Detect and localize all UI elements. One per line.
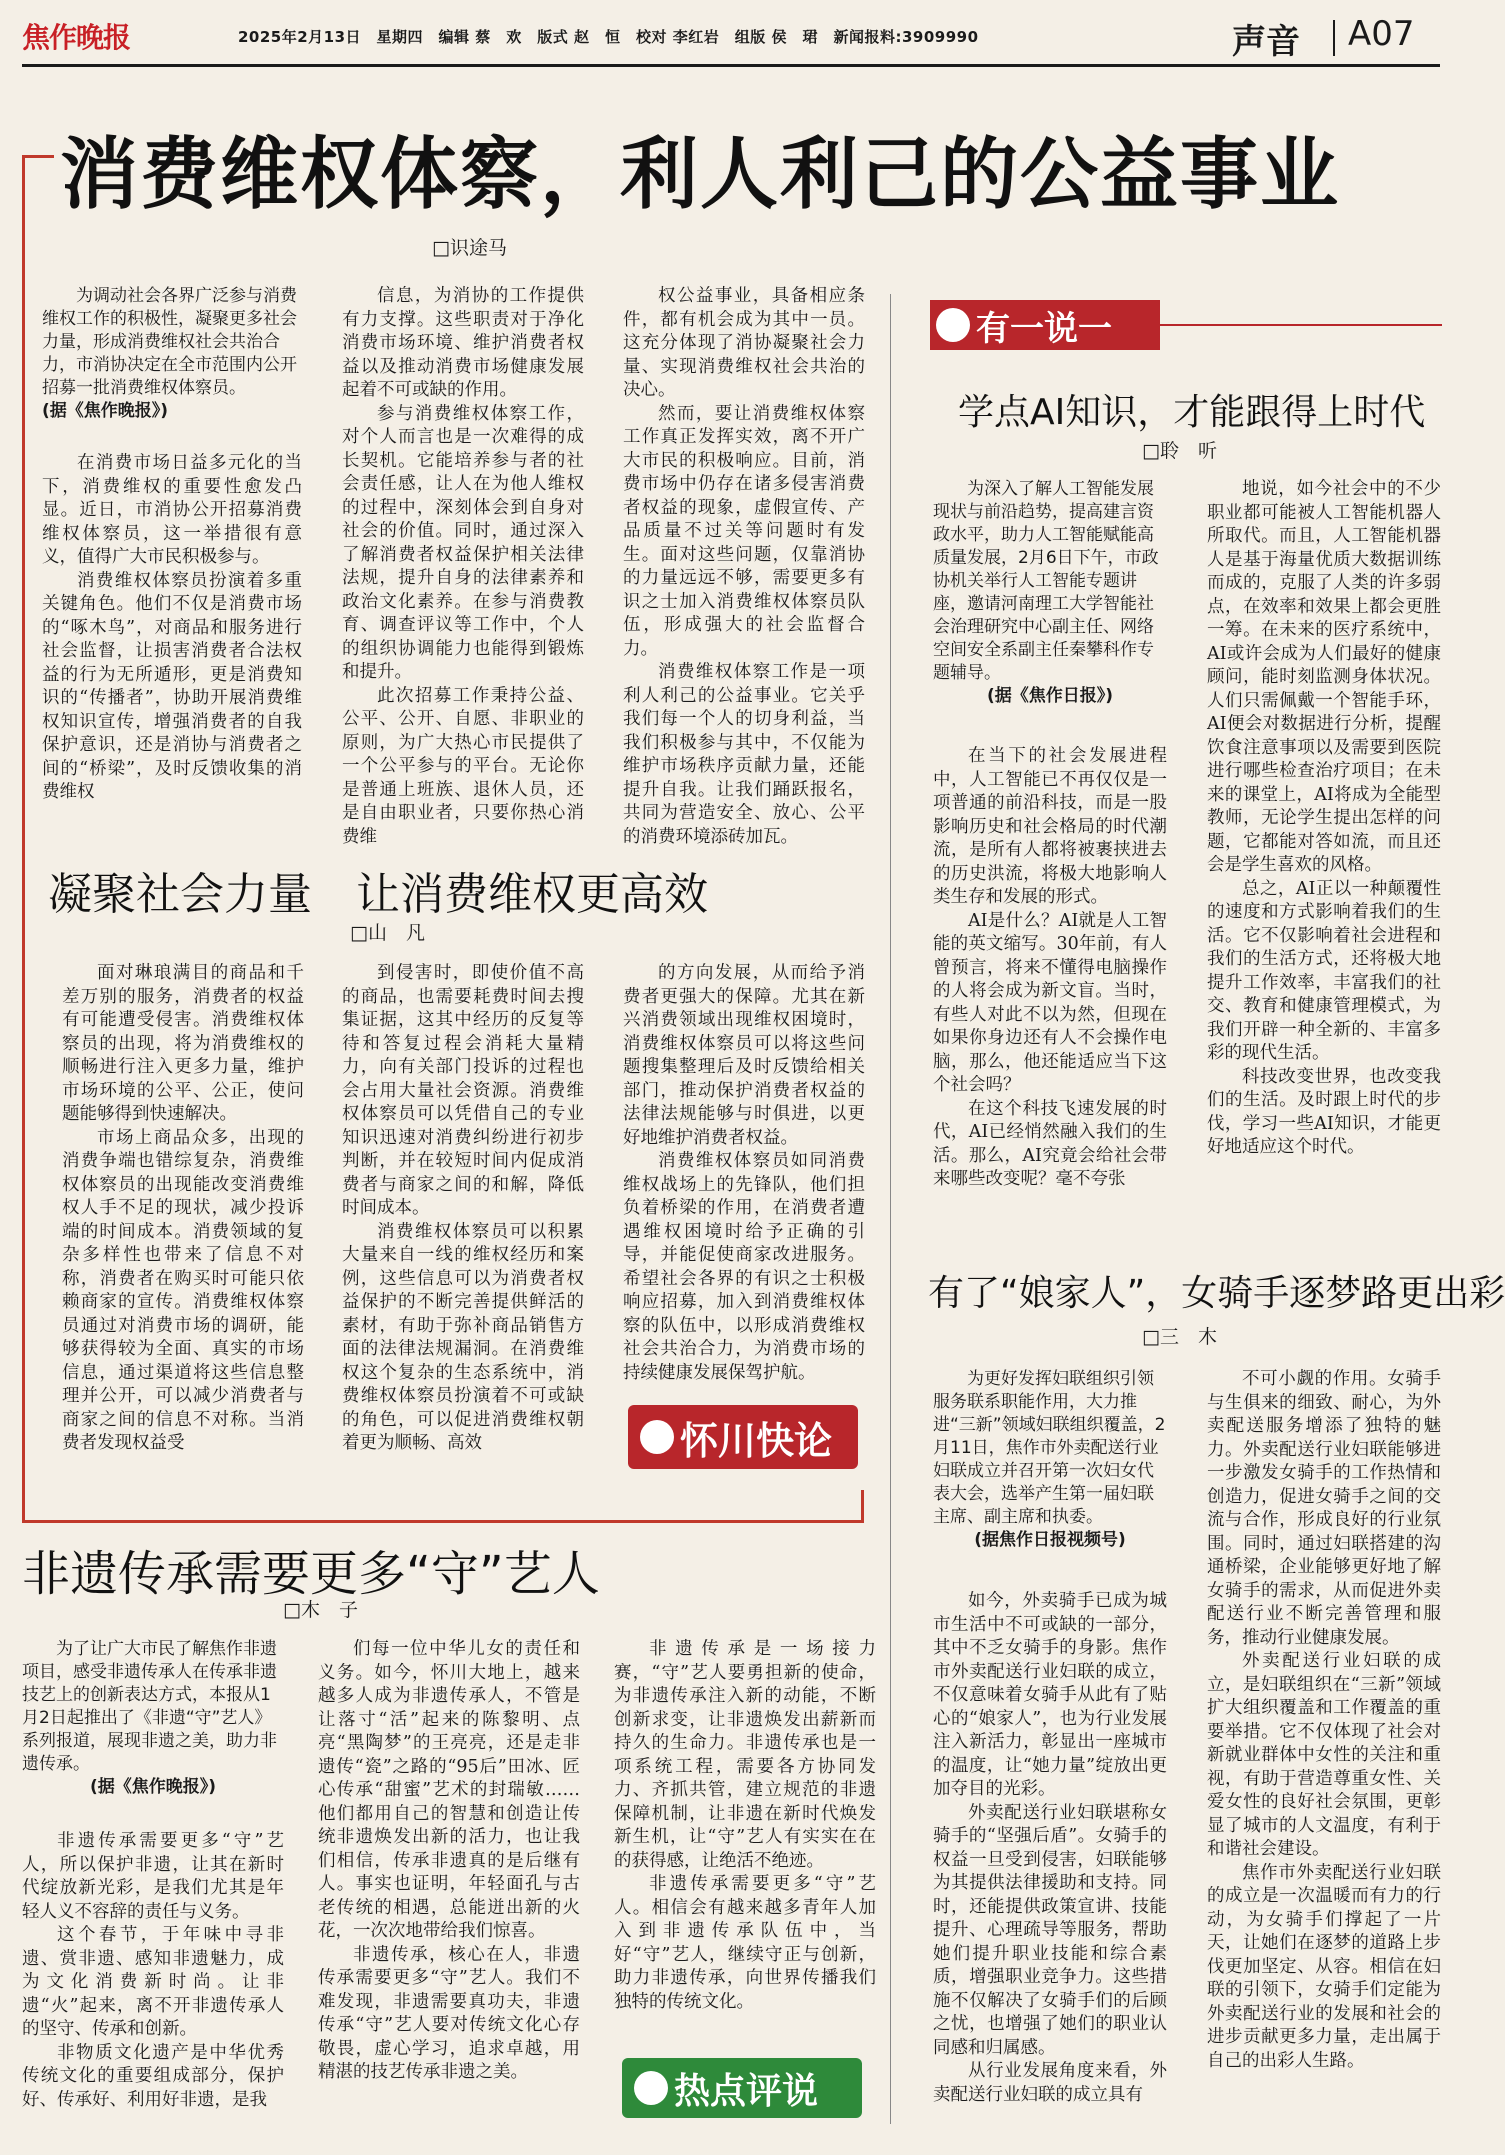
right-frame-tick bbox=[861, 1490, 864, 1523]
page-number: A07 bbox=[1348, 14, 1415, 54]
article4-col1 bbox=[933, 745, 1167, 1215]
paragraph: 从行业发展角度来看，外卖配送行业妇联的成立具有 bbox=[933, 2061, 1167, 2105]
paragraph: 市场上商品众多，出现的消费争端也错综复杂，消费维权体察员的出现能改变消费维权人手不足的现状，减少投诉端的时间成本。消费领域的复杂多样性也带来了信息不对称，消费者在购买时可能只依赖商家的宣传。消费维权体察员通过对消费市场的调研，能够获得较为全面、真实的市场信息，通过渠道将这些信息整理并公开，可以减少消费者与商家之间的信息不对称。当消费者发现权益受 bbox=[62, 1127, 304, 1453]
lead-source: (据《焦作晚报》) bbox=[42, 401, 169, 421]
top-frame-tick bbox=[22, 155, 54, 158]
lead-source: (据《焦作日报》) bbox=[986, 686, 1114, 706]
article1-col2 bbox=[342, 285, 584, 847]
newspaper-logo: 焦作晚报 bbox=[22, 21, 131, 54]
article5-title: 有了“娘家人”，女骑手逐梦路更出彩 bbox=[928, 1273, 1505, 1314]
paragraph: 科技改变世界，也改变我们的生活。及时跟上时代的步伐，学习一些AI知识，才能更好地适应这个时代。 bbox=[1207, 1066, 1441, 1157]
article4-byline: □聆 听 bbox=[1142, 440, 1217, 462]
paragraph: 这个春节，于年味中寻非遗、赏非遗、感知非遗魅力，成为文化消费新时尚。让非遗“火”起来，离不开非遗传承人的坚守、传承和创新。 bbox=[22, 1925, 284, 2039]
article3-col1 bbox=[22, 1830, 284, 2145]
paragraph: 信息，为消协的工作提供有力支撑。这些职责对于净化消费市场环境、维护消费者权益以及推动消费市场健康发展起着不可或缺的作用。 bbox=[342, 286, 584, 400]
paragraph: 到侵害时，即使价值不高的商品，也需要耗费时间去搜集证据，这其中经历的反复等待和答复过程会消耗大量精力，向有关部门投诉的过程也会占用大量社会资源。消费维权体察员可以凭借自己的专业知识迅速对消费纠纷进行初步判断，并在较短时间内促成消费者与商家之间的和解，降低时间成本。 bbox=[342, 963, 584, 1218]
article3-col2 bbox=[318, 1638, 580, 2145]
article5-col1 bbox=[933, 1590, 1167, 2145]
paragraph: 在这个科技飞速发展的时代，AI已经悄然融入我们的生活。那么，AI究竟会给社会带来哪些改变呢？毫不夸张 bbox=[933, 1098, 1167, 1189]
paragraph: 消费维权体察员可以积累大量来自一线的维权经历和案例，这些信息可以为消费者权益保护的不断完善提供鲜活的素材，有助于弥补商品销售方面的法律法规漏洞。在消费维权这个复杂的生态系统中，消费维权体察员扮演着不可或缺的角色，可以促进消费维权朝着更为顺畅、高效 bbox=[342, 1221, 584, 1453]
wifi-icon bbox=[634, 2071, 668, 2105]
lead-source: (据焦作日报视频号) bbox=[974, 1530, 1126, 1550]
column-divider bbox=[890, 294, 891, 2124]
paragraph: 非遗传承需要更多“守”艺人，所以保护非遗，让其在新时代绽放新光彩，是我们尤其是年轻人义不容辞的责任与义务。 bbox=[22, 1831, 284, 1922]
article5-col2 bbox=[1207, 1368, 1441, 2145]
article3-col3 bbox=[614, 1638, 876, 2018]
lead-text: 为调动社会各界广泛参与消费维权工作的积极性，凝聚更多社会力量，形成消费维权社会共治合力，市消协决定在全市范围内公开招募一批消费维权体察员。 bbox=[42, 286, 297, 398]
article1-byline: □识途马 bbox=[432, 237, 507, 259]
header-separator bbox=[1333, 20, 1335, 56]
lead-source: (据《焦作晚报》) bbox=[89, 1777, 217, 1797]
paragraph: 非遗传承，核心在人，非遗传承需要更多“守”艺人。我们不难发现，非遗需要真功夫，非遗传承“守”艺人要对传统文化心存敬畏，虚心学习，追求卓越，用精湛的技艺传承非遗之美。 bbox=[318, 1944, 580, 2082]
bottom-frame-line bbox=[22, 1520, 864, 1523]
stamp-label: 有一说一 bbox=[976, 308, 1112, 349]
paragraph: 非遗传承需要更多“守”艺人。相信会有越来越多青年人加入到非遗传承队伍中，当好“守”艺人，继续守正与创新，助力非遗传承，向世界传播我们独特的传统文化。 bbox=[614, 1874, 876, 2012]
bird-icon bbox=[936, 308, 970, 342]
huaichuan-stamp bbox=[628, 1405, 858, 1469]
paragraph: 非遗传承是一场接力赛，“守”艺人要勇担新的使命，为非遗传承注入新的动能，不断创新求变，让非遗焕发出薪新而持久的生命力。非遗传承也是一项系统工程，需要各方协同发力、齐抓共管，建立规范的非遗保障机制，让非遗在新时代焕发新生机，让“守”艺人有实实在在的获得感，让绝活不绝迹。 bbox=[614, 1639, 876, 1871]
article1-lead bbox=[42, 285, 302, 430]
article2-col1 bbox=[62, 962, 304, 1485]
paragraph: 外卖配送行业妇联的成立，是妇联组织在“三新”领域扩大组织覆盖和工作覆盖的重要举措。它不仅体现了社会对新就业群体中女性的关注和重视，有助于营造尊重女性、关爱女性的良好社会氛围，更彰显了城市的人文温度，有利于和谐社会建设。 bbox=[1207, 1651, 1441, 1859]
article3-title: 非遗传承需要更多“守”艺人 bbox=[22, 1546, 600, 1602]
paragraph: 此次招募工作秉持公益、公平、公开、自愿、非职业的原则，为广大热心市民提供了一个公平参与的平台。无论你是普通上班族、退休人员，还是自由职业者，只要你热心消费维 bbox=[342, 685, 584, 847]
swirl-icon bbox=[640, 1420, 674, 1454]
lead-text: 为更好发挥妇联组织引领服务联系职能作用，大力推进“三新”领域妇联组织覆盖，2月11日，焦作市外卖配送行业妇联成立并召开第一次妇女代表大会，选举产生第一届妇联主席、副主席和执委。 bbox=[933, 1369, 1166, 1527]
stamp-label: 怀川快论 bbox=[680, 1418, 833, 1463]
paragraph: 面对琳琅满目的商品和千差万别的服务，消费者的权益有可能遭受侵害。消费维权体察员的出现，将为消费维权的顺畅进行注入更多力量，维护市场环境的公平、公正，使问题能够得到快速解决。 bbox=[62, 963, 304, 1124]
stamp-rule bbox=[1160, 324, 1442, 326]
paragraph: 在当下的社会发展进程中，人工智能已不再仅仅是一项普通的前沿科技，而是一股影响历史和社会格局的时代潮流，是所有人都将被裹挟进去的历史洪流，将极大地影响人类生存和发展的形式。 bbox=[933, 746, 1167, 907]
article4-lead bbox=[933, 478, 1167, 728]
hot-comment-stamp bbox=[622, 2058, 862, 2118]
article1-col3 bbox=[623, 285, 865, 847]
paragraph: 地说，如今社会中的不少职业都可能被人工智能机器人所取代。而且，人工智能机器人是基于海量优质大数据训练而成的，克服了人类的许多弱点，在效率和效果上都会更胜一筹。在未来的医疗系统中，AI或许会成为人们最好的健康顾问，能时刻监测身体状况。人们只需佩戴一个智能手环，AI便会对数据进行分析，提醒饮食注意事项以及需要到医院进行哪些检查治疗项目；在未来的课堂上，AI将成为全能型教师，无论学生提出怎样的问题，它都能对答如流，而且还会是学生喜欢的风格。 bbox=[1207, 479, 1441, 875]
paragraph: 在消费市场日益多元化的当下，消费维权的重要性愈发凸显。近日，市消协公开招募消费维权体察员，这一举措很有意义，值得广大市民积极参与。 bbox=[42, 453, 302, 567]
paragraph: 消费维权体察员扮演着多重关键角色。他们不仅是消费市场的“啄木鸟”，对商品和服务进行社会监督，让损害消费者合法权益的行为无所遁形，更是消费知识的“传播者”，协助开展消费维权知识宣传，增强消费者的自我保护意识，还是消协与消费者之间的“桥梁”，及时反馈收集的消费维权 bbox=[42, 570, 302, 802]
article2-title: 凝聚社会力量 让消费维权更高效 bbox=[48, 869, 708, 920]
stamp-label: 热点评说 bbox=[674, 2070, 819, 2112]
article2-col3 bbox=[623, 962, 865, 1392]
paragraph: 如今，外卖骑手已成为城市生活中不可或缺的一部分，其中不乏女骑手的身影。焦作市外卖配送行业妇联的成立，不仅意味着女骑手从此有了贴心的“娘家人”，也为行业发展注入新活力，彰显出一座城市的温度，让“她力量”绽放出更加夺目的光彩。 bbox=[933, 1591, 1167, 1799]
article2-col2 bbox=[342, 962, 584, 1485]
paragraph: 焦作市外卖配送行业妇联的成立是一次温暖而有力的行动，为女骑手们撑起了一片天，让她们在逐梦的道路上步伐更加坚定、从容。相信在妇联的引领下，女骑手们定能为外卖配送行业的发展和社会的进步贡献更多力量，走出属于自己的出彩人生路。 bbox=[1207, 1862, 1441, 2071]
article1-col1 bbox=[42, 452, 302, 817]
paragraph: 消费维权体察员如同消费维权战场上的先锋队，他们担负着桥梁的作用，在消费者遭遇维权困境时给予正确的引导，并能促使商家改进服务。希望社会各界的有识之士积极响应招募，加入到消费维权体察的队伍中，以形成消费维权社会共治合力，为消费市场的持续健康发展保驾护航。 bbox=[623, 1151, 865, 1383]
paragraph: 外卖配送行业妇联堪称女骑手的“坚强后盾”。女骑手的权益一旦受到侵害，妇联能够为其提供法律援助和支持。同时，还能提供政策宣讲、技能提升、心理疏导等服务，帮助她们提升职业技能和综合素质，增强职业竞争力。这些措施不仅解决了女骑手们的后顾之忧，也增强了她们的职业认同感和归属感。 bbox=[933, 1802, 1167, 2058]
paragraph: AI是什么？AI就是人工智能的英文缩写。30年前，有人曾预言，将来不懂得电脑操作的人将会成为新文盲。当时，有些人对此不以为然，但现在如果你身边还有人不会操作电脑，那么，他还能适应当下这个社会吗？ bbox=[933, 910, 1167, 1095]
article3-byline: □木 子 bbox=[283, 1599, 358, 1621]
paragraph: 不可小觑的作用。女骑手与生俱来的细致、耐心，为外卖配送服务增添了独特的魅力。外卖配送行业妇联能够进一步激发女骑手的工作热情和创造力，促进女骑手之间的交流与合作，形成良好的行业氛围。同时，通过妇联搭建的沟通桥梁，企业能够更好地了解女骑手的需求，从而促进外卖配送行业不断完善管理和服务，推动行业健康发展。 bbox=[1207, 1369, 1441, 1648]
paragraph: 的方向发展，从而给予消费者更强大的保障。尤其在新兴消费领域出现维权困境时，消费维权体察员可以将这些问题搜集整理后及时反馈给相关部门，推动保护消费者权益的法律法规能够与时俱进，以更好地维护消费者权益。 bbox=[623, 963, 865, 1148]
article2-byline: □山 凡 bbox=[350, 922, 425, 944]
header-info: 2025年2月13日 星期四 编辑 蔡 欢 版式 赵 恒 校对 李红岩 组版 侯 珺 新闻报料:3909990 bbox=[238, 28, 979, 46]
article1-title: 消费维权体察，利人利己的公益事业 bbox=[60, 130, 1341, 220]
left-frame-line bbox=[22, 155, 25, 1523]
article4-col2 bbox=[1207, 478, 1441, 1215]
paragraph: 非物质文化遗产是中华优秀传统文化的重要组成部分，保护好、传承好、利用好非遗，是我 bbox=[22, 2042, 284, 2110]
section-name: 声音 bbox=[1232, 22, 1300, 62]
paragraph: 参与消费维权体察工作，对个人而言也是一次难得的成长契机。它能培养参与者的社会责任感，让人在为他人维权的过程中，深刻体会到自身对社会的价值。同时，通过深入了解消费者权益保护相关法律法规，提升自身的法律素养和政治文化素养。在参与消费教育、调查评议等工作中，个人的组织协调能力也能得到锻炼和提升。 bbox=[342, 403, 584, 682]
paragraph: 然而，要让消费维权体察工作真正发挥实效，离不开广大市民的积极响应。目前，消费市场中仍存在诸多侵害消费者权益的现象，虚假宣传、产品质量不过关等问题时有发生。面对这些问题，仅靠消协的力量远远不够，需要更多有识之士加入消费维权体察员队伍，形成强大的社会监督合力。 bbox=[623, 403, 865, 659]
article5-lead bbox=[933, 1368, 1167, 1578]
lead-text: 为深入了解人工智能发展现状与前沿趋势，提高建言资政水平，助力人工智能赋能高质量发展，2月6日下午，市政协机关举行人工智能专题讲座，邀请河南理工大学智能社会治理研究中心副主任、网络空间安全系副主任秦攀科作专题辅导。 bbox=[933, 479, 1159, 683]
paragraph: 权公益事业，具备相应条件，都有机会成为其中一员。这充分体现了消协凝聚社会力量、实现消费维权社会共治的决心。 bbox=[623, 286, 865, 400]
you-yi-shuo-yi-stamp bbox=[930, 300, 1160, 350]
header-rule bbox=[22, 64, 1440, 67]
paragraph: 消费维权体察工作是一项利人利己的公益事业。它关乎我们每一个人的切身利益，当我们积极参与其中，不仅能为维护市场秩序贡献力量，还能提升自我。让我们踊跃报名，共同为营造安全、放心、公平的消费环境添砖加瓦。 bbox=[623, 662, 865, 847]
article4-title: 学点AI知识，才能跟得上时代 bbox=[958, 392, 1426, 433]
paragraph: 总之，AI正以一种颠覆性的速度和方式影响着我们的生活。它不仅影响着社会进程和我们的生活方式，还将极大地提升工作效率，丰富我们的社交、教育和健康管理模式，为我们开辟一种全新的、丰富多彩的现代生活。 bbox=[1207, 878, 1441, 1063]
article3-lead bbox=[22, 1638, 284, 1818]
article5-byline: □三 木 bbox=[1142, 1326, 1217, 1348]
paragraph: 们每一位中华儿女的责任和义务。如今，怀川大地上，越来越多人成为非遗传承人，不管是让落寸“活”起来的陈黎明、点亮“黑陶梦”的王亮亮，还是走非遗传“瓷”之路的“95后”田冰、匠心传承“甜蜜”艺术的封瑞敏……他们都用自己的智慧和创造让传统非遗焕发出新的活力，也让我们相信，传承非遗真的是后继有人。事实也证明，年轻面孔与古老传统的相遇，总能迸出新的火花，一次次地带给我们惊喜。 bbox=[318, 1639, 580, 1941]
lead-text: 为了让广大市民了解焦作非遗项目，感受非遗传承人在传承非遗技艺上的创新表达方式，本报从1月2日起推出了《非遗“守”艺人》系列报道，展现非遗之美，助力非遗传承。 bbox=[22, 1639, 277, 1774]
